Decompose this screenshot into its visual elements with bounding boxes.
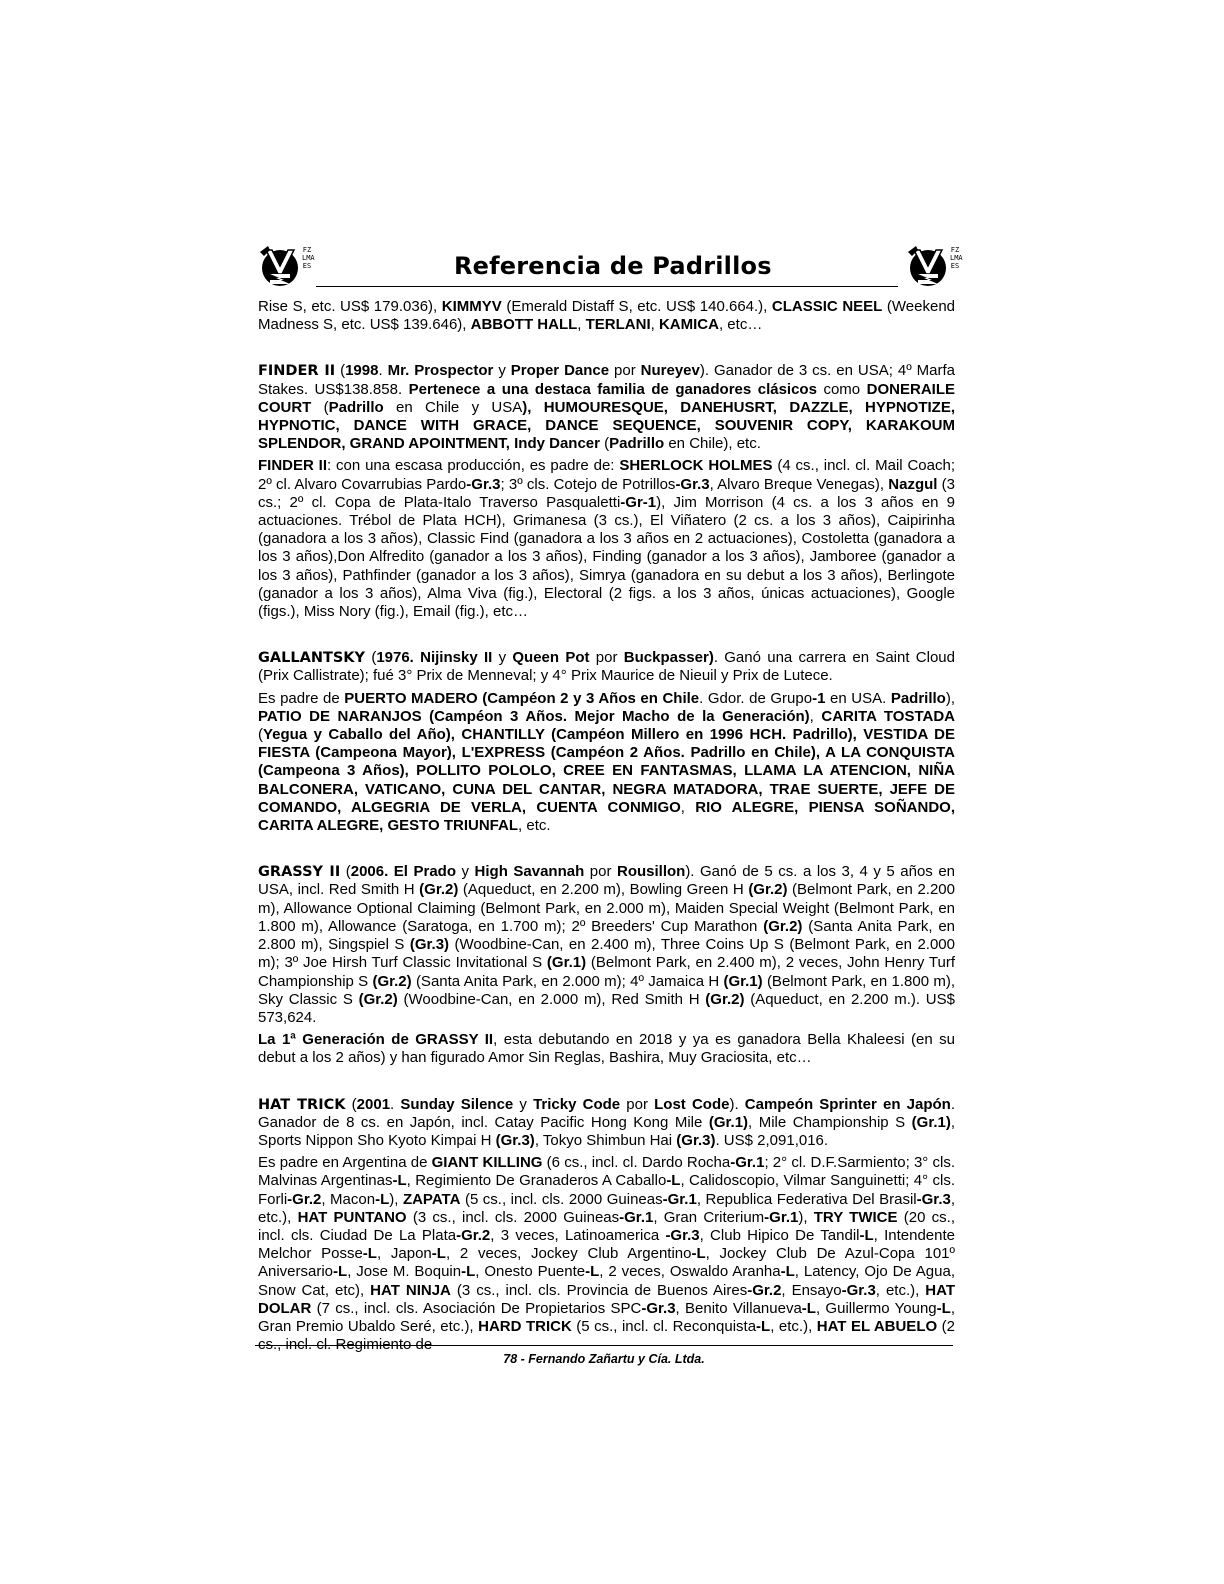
bold-text: (Gr.1)	[708, 1113, 749, 1131]
text-run: (2 cs., incl. cl. Regimiento de	[258, 1317, 955, 1354]
paragraph	[258, 649, 955, 685]
bold-text: -L	[859, 1226, 874, 1244]
bold-text: Pertenece a una destaca familia de ganadores clásicos	[408, 380, 817, 398]
bold-text: -Gr.1	[662, 1190, 697, 1208]
bold-text: La 1ª Generación de GRASSY II	[258, 1031, 494, 1049]
text-run: , Tokyo Shimbun Hai	[534, 1131, 677, 1149]
page-title: Referencia de Padrillos	[454, 252, 772, 280]
text-run: (6 cs., incl. cl. Dardo Rocha	[542, 1154, 731, 1172]
logo	[906, 244, 963, 288]
text-run: (3 cs., incl. cls. 2000 Guineas	[406, 1208, 620, 1226]
text-run: (3 cs., incl. cls. Provincia de Buenos Aires	[450, 1281, 748, 1299]
text-run: ),	[389, 1190, 403, 1208]
bold-text: Nazgul	[888, 475, 938, 493]
paragraph	[258, 1096, 955, 1151]
bold-text: RIO ALEGRE, PIENSA SOÑANDO, CARITA ALEGRE, GESTO TRIUNFAL	[258, 798, 955, 835]
text-run: , etc.),	[875, 1281, 926, 1299]
entry-hat-trick	[258, 1096, 955, 1355]
text-run: , Latency, Ojo De Agua, Snow Cat, etc),	[258, 1263, 955, 1299]
text-run: (Santa Anita Park, en 2.000 m); 4º Jamaica H	[411, 972, 724, 990]
bold-text: KAMICA	[658, 316, 719, 334]
text-run: , Benito Villanueva	[675, 1299, 802, 1317]
text-run: , Mile Championship S	[748, 1113, 912, 1131]
bold-text: Padrillo	[609, 435, 665, 453]
bold-text: HAT EL ABUELO	[816, 1317, 938, 1335]
bold-text: ), HUMOURESQUE, DANEHUSRT, DAZZLE, HYPNOTIZE, HYPNOTIC, DANCE WITH GRACE, DANCE SEQUENCE, SOUVENIR COPY, KARAKOUM SPLENDOR, GRAND APOINTMENT, Indy Dancer	[258, 398, 955, 453]
paragraph	[258, 1031, 955, 1067]
paragraph	[258, 457, 955, 621]
text-run: ). Ganó de 5 cs. a los 3, 4 y 5 años en USA, incl. Red Smith H	[258, 863, 956, 899]
text-run: , esta debutando en 2018 y ya es ganadora Bella Khaleesi (en su debut a los 2 años) y han figurado Amor Sin Reglas, Bashira, Muy Graciosita, etc…	[258, 1031, 955, 1067]
text-run: ,	[577, 316, 586, 334]
text-run: ), Jim Morrison (4 cs. a los 3 años en 9 actuaciones. Trébol de Plata HCH), Grimanesa (3 cs.), El Viñatero (2 cs. a los 3 años), Caipirinha (ganadora a los 3 años), Classic Find (ganadora a los 3 años en 2 actuaciones), Costoletta (ganadora a los 3 años),Don Alfredito (ganador a los 3 años), Finding (ganador a los 3 años), Jamboree (ganador a los 3 años), Pathfinder (ganador a los 3 años), Simrya (ganadora en su debut a los 3 años), Berlingote (ganador a los 3 años), Alma Viva (fig.), Electoral (2 figs. a los 3 años, únicas actuaciones), Google (figs.), Miss Nory (fig.), Email (fig.), etc…	[258, 493, 955, 621]
bold-text: -L	[936, 1299, 951, 1317]
text-run: ; 3º cls. Cotejo de Potrillos	[500, 475, 676, 493]
bold-text: -Gr.1	[730, 1154, 765, 1172]
text-run: (4 cs., incl. cl. Mail Coach; 2º cl. Alvaro Covarrubias Pardo	[258, 457, 955, 493]
text-run: , 2 veces, Oswaldo Aranha	[599, 1263, 781, 1281]
text-run: (20 cs., incl. cls. Ciudad De La Plata	[258, 1208, 956, 1244]
text-run: por	[584, 863, 617, 881]
bold-text: PATIO DE NARANJOS (Campéon 3 Años. Mejor Macho de la Generación)	[258, 707, 810, 725]
bold-text: Padrillo	[890, 689, 946, 707]
text-run: ; 2° cl. D.F.Sarmiento; 3° cls. Malvinas Argentinas	[258, 1154, 955, 1190]
bold-text: (Gr.1)	[546, 954, 587, 972]
text-run: , Ensayo	[781, 1281, 842, 1299]
text-run: , Japon	[376, 1245, 432, 1263]
text-run: (Belmont Park, en 2.400 m), 2 veces, John Henry Turf Championship S	[258, 954, 955, 990]
text-run: (	[599, 435, 610, 453]
text-run: , Jockey Club De Azul-Copa 101º Aniversario	[258, 1245, 955, 1281]
text-run: , Intendente Melchor Posse	[258, 1226, 955, 1263]
bold-text: 1998	[345, 362, 379, 380]
bold-text: (Gr.1)	[723, 972, 763, 990]
bold-text: -L	[666, 1172, 681, 1190]
bold-text: PUERTO MADERO (Campéon 2 y 3 Años en Chile	[344, 689, 700, 707]
text-run: , Macon	[321, 1190, 376, 1208]
text-run: ,	[680, 798, 696, 816]
text-run: : con una escasa producción, es padre de:	[327, 457, 620, 475]
bold-text: -Gr.3	[466, 475, 501, 493]
text-run: (	[345, 1095, 357, 1113]
text-run: , Club Hipico De Tandil	[699, 1226, 860, 1244]
text-run: en Chile), etc.	[664, 435, 761, 453]
text-run: (5 cs., incl. cls. 2000 Guineas	[460, 1190, 663, 1208]
bold-text: -Gr.3	[916, 1190, 951, 1208]
sire-name: GALLANTSKY	[258, 650, 366, 667]
text-run: Es padre en Argentina de	[258, 1154, 432, 1172]
bold-text: (Gr.3)	[495, 1131, 535, 1149]
text-run: , 3 veces, Latinoamerica	[490, 1226, 666, 1244]
horse-emblem-icon	[258, 244, 302, 288]
logo-caption: FZ LMA ES	[950, 246, 963, 270]
text-run: ,	[809, 707, 822, 725]
sire-name: HAT TRICK	[258, 1096, 346, 1113]
text-run: (Belmont Park, en 2.200 m), Allowance Optional Claiming (Belmont Park, en 2.000 m), Maiden Special Weight (Belmont Park, en 1.800 m), Allowance (Saratoga, en 1.700 m); 2º Breeders' Cup Marathon	[258, 881, 955, 935]
text-run: , Regimiento De Granaderos A Caballo	[406, 1172, 667, 1190]
logo-caption: FZ LMA ES	[302, 246, 315, 270]
bold-text: FINDER II	[258, 457, 328, 475]
text-run: ).	[729, 1095, 745, 1113]
bold-text: Proper Dance	[510, 362, 610, 380]
bold-text: Tricky Code	[533, 1095, 621, 1113]
bold-text: (Gr.2)	[419, 881, 459, 899]
bold-text: -Gr.3	[675, 475, 710, 493]
bold-text: KIMMYV	[441, 298, 502, 315]
bold-text: Rousillon	[616, 863, 686, 881]
text-run: ),	[798, 1208, 814, 1226]
bold-text: -L	[333, 1263, 348, 1281]
text-run: Es padre de	[258, 689, 345, 707]
text-run: por	[609, 362, 641, 380]
text-run: , 2 veces, Jockey Club Argentino	[445, 1245, 692, 1263]
bold-text: Nureyev	[640, 362, 700, 380]
logo	[258, 244, 315, 288]
sire-name: GRASSY II	[258, 864, 341, 881]
bold-text: -L	[431, 1245, 446, 1263]
text-run: como	[816, 380, 867, 398]
bold-text: TRY TWICE	[813, 1208, 898, 1226]
bold-text: Mr. Prospector	[387, 362, 494, 380]
text-run: (3 cs.; 2º cl. Copa de Plata-Italo Traverso Pasqualetti	[258, 475, 955, 511]
text-run: (	[335, 362, 346, 380]
bold-text: HARD TRICK	[478, 1317, 572, 1335]
bold-text: CARITA TOSTADA	[821, 707, 955, 725]
text-run: , Alvaro Breque Venegas),	[709, 475, 889, 493]
bold-text: (Gr.2)	[705, 990, 745, 1008]
bold-text: (Gr.2)	[372, 972, 412, 990]
document-body	[258, 298, 955, 1354]
bold-text: High Savannah	[474, 863, 585, 881]
paragraph	[258, 362, 955, 453]
text-run: (7 cs., incl. cls. Asociación De Propietarios SPC	[311, 1299, 642, 1317]
entry-gap	[258, 835, 955, 863]
bold-text: -Gr.3	[841, 1281, 876, 1299]
text-run: . US$ 2,091,016.	[715, 1131, 829, 1149]
page-header	[258, 244, 963, 290]
bold-text: SHERLOCK HOLMES	[619, 457, 773, 475]
text-run: , etc…	[718, 316, 763, 334]
text-run: y	[493, 362, 511, 380]
bold-text: -L	[362, 1245, 377, 1263]
text-run: , Gran Premio Ubaldo Seré, etc.),	[258, 1299, 955, 1335]
bold-text: GIANT KILLING	[431, 1154, 543, 1172]
bold-text: (Gr.2)	[763, 917, 803, 935]
text-run: (	[311, 398, 329, 416]
bold-text: -Gr.2	[747, 1281, 782, 1299]
header-divider	[316, 286, 898, 287]
text-run: , Jose M. Boquin	[347, 1263, 462, 1281]
bold-text: -L	[691, 1245, 706, 1263]
bold-text: (Gr.3)	[676, 1131, 716, 1149]
bold-text: -L	[392, 1172, 407, 1190]
entry-grassy-ii	[258, 863, 955, 1067]
entry-gallantsky	[258, 649, 955, 835]
bold-text: -L	[756, 1317, 771, 1335]
text-run: , Calidoscopio, Vilmar Sanguinetti; 4° cls. Forli	[258, 1172, 956, 1208]
text-run: , etc.),	[258, 1190, 955, 1226]
bold-text: Queen Pot	[512, 649, 590, 667]
text-run: (Weekend Madness S, etc. US$ 139.646),	[258, 298, 956, 334]
bold-text: Campeón Sprinter en Japón	[744, 1095, 951, 1113]
text-run: por	[589, 649, 624, 667]
bold-text: Buckpasser)	[623, 649, 714, 667]
bold-text: (Gr.2)	[358, 990, 398, 1008]
text-run: , etc.),	[770, 1317, 817, 1335]
text-run: por	[620, 1095, 655, 1113]
paragraph	[258, 298, 955, 334]
text-run: (Aqueduct, en 2.200 m.). US$ 573,624.	[258, 990, 955, 1026]
bold-text: -L	[801, 1299, 816, 1317]
entry-continuation	[258, 298, 955, 334]
bold-text: HAT PUNTANO	[297, 1208, 407, 1226]
entry-finder-ii	[258, 362, 955, 621]
text-run: (	[258, 726, 263, 744]
text-run: (Emerald Distaff S, etc. US$ 140.664.),	[501, 298, 772, 315]
bold-text: (Gr.3)	[409, 936, 450, 954]
entry-gap	[258, 334, 955, 362]
text-run: , Gran Criterium	[653, 1208, 765, 1226]
text-run: .	[390, 1095, 401, 1113]
text-run: (Woodbine-Can, en 2.400 m), Three Coins Up S (Belmont Park, en 2.000 m); 3º Joe Hirsh Turf Classic Invitational S	[258, 936, 955, 972]
paragraph	[258, 863, 955, 1027]
text-run: y	[513, 1095, 534, 1113]
bold-text: (Gr.1)	[911, 1113, 951, 1131]
bold-text: 2001	[356, 1095, 391, 1113]
text-run: ,	[650, 316, 659, 334]
text-run: ),	[945, 689, 955, 707]
text-run: (5 cs., incl. cl. Reconquista	[571, 1317, 757, 1335]
bold-text: -Gr.3	[641, 1299, 676, 1317]
text-run: . Gdor. de Grupo	[699, 689, 813, 707]
bold-text: Padrillo	[328, 398, 384, 416]
sire-name: FINDER II	[258, 363, 336, 380]
bold-text: -Gr.1	[764, 1208, 799, 1226]
bold-text: -Gr.3	[665, 1226, 700, 1244]
bold-text: Sunday Silence	[400, 1095, 514, 1113]
text-run: , Guillermo Young	[815, 1299, 937, 1317]
bold-text: Yegua y Caballo del Año), CHANTILLY (Campéon Millero en 1996 HCH. Padrillo), VESTIDA DE FIESTA (Campeona Mayor), L'EXPRESS (Campéon 2 Años. Padrillo en Chile), A LA CONQUISTA (Campeona 3 Años), POLLITO POLOLO, CREE EN FANTASMAS, LLAMA LA ATENCION, NIÑA BALCONERA, VATICANO, CUNA DEL CANTAR, NEGRA MATADORA, TRAE SUERTE, JEFE DE COMANDO, ALGEGRIA DE VERLA, CUENTA CONMIGO	[258, 726, 955, 816]
text-run: . Ganador de 8 cs. en Japón, incl. Catay Pacific Hong Kong Mile	[258, 1095, 955, 1131]
paragraph	[258, 1154, 955, 1354]
text-run: , Republica Federativa Del Brasil	[696, 1190, 917, 1208]
bold-text: -Gr.1	[619, 1208, 654, 1226]
bold-text: HAT NINJA	[370, 1281, 451, 1299]
bold-text: 2006. El Prado	[350, 863, 456, 881]
text-run: .	[378, 362, 388, 380]
bold-text: 1976. Nijinsky II	[376, 649, 493, 667]
bold-text: TERLANI	[585, 316, 651, 334]
text-run: y	[492, 649, 513, 667]
page-footer: 78 - Fernando Zañartu y Cía. Ltda.	[503, 1352, 705, 1366]
text-run: , etc.	[518, 817, 551, 835]
text-run: (Woodbine-Can, en 2.000 m), Red Smith H	[397, 990, 706, 1008]
text-run: en Chile y USA	[383, 398, 523, 416]
footer-divider	[255, 1345, 953, 1346]
text-run: (Santa Anita Park, en 2.800 m), Singspiel S	[258, 917, 956, 954]
paragraph	[258, 690, 955, 836]
entry-gap	[258, 1068, 955, 1096]
bold-text: -L	[375, 1190, 390, 1208]
bold-text: -Gr.2	[456, 1226, 491, 1244]
bold-text: -Gr-1	[620, 493, 657, 511]
text-run: ). Ganador de 3 cs. en USA; 4º Marfa Stakes. US$138.858.	[258, 362, 955, 398]
bold-text: HAT DOLAR	[258, 1281, 955, 1317]
bold-text: -L	[585, 1263, 600, 1281]
bold-text: (Gr.2)	[748, 881, 788, 899]
text-run: (Aqueduct, en 2.200 m), Bowling Green H	[458, 881, 749, 899]
bold-text: ABBOTT HALL	[470, 316, 578, 334]
bold-text: ZAPATA	[402, 1190, 461, 1208]
text-run: y	[456, 863, 475, 881]
bold-text: Lost Code	[654, 1095, 730, 1113]
horse-emblem-icon	[906, 244, 950, 288]
text-run: , Sports Nippon Sho Kyoto Kimpai H	[258, 1113, 956, 1149]
bold-text: -L	[780, 1263, 795, 1281]
text-run: (	[340, 863, 351, 881]
bold-text: -Gr.2	[287, 1190, 322, 1208]
text-run: en USA.	[825, 689, 891, 707]
bold-text: -L	[461, 1263, 476, 1281]
text-run: . Ganó una carrera en Saint Cloud (Prix Callistrate); fué 3° Prix de Menneval; y 4° Prix Maurice de Nieuil y Prix de Lutece.	[258, 649, 955, 685]
bold-text: CLASSIC NEEL	[771, 298, 883, 315]
bold-text: DONERAILE COURT	[258, 380, 956, 416]
text-run: Rise S, etc. US$ 179.036),	[258, 298, 442, 315]
entry-gap	[258, 621, 955, 649]
text-run: (Belmont Park, en 1.800 m), Sky Classic S	[258, 972, 955, 1008]
text-run: (	[365, 649, 377, 667]
bold-text: -1	[812, 689, 826, 707]
text-run: , Onesto Puente	[475, 1263, 586, 1281]
